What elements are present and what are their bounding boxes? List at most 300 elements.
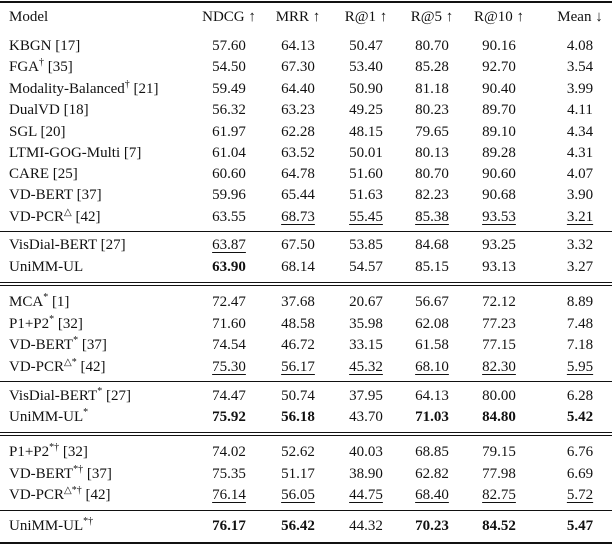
model-name: UniMM-UL [9, 518, 84, 534]
citation: [1] [51, 294, 70, 310]
r10-cell [464, 357, 534, 378]
r10-value: 89.10 [482, 124, 516, 140]
r1-cell [331, 292, 401, 313]
mrr-cell [263, 79, 333, 100]
r5-cell [397, 36, 467, 57]
r1-value: 20.67 [349, 294, 383, 310]
model-name: VD-PCR [9, 209, 65, 225]
r5-cell [397, 235, 467, 256]
mean-cell [545, 464, 612, 485]
ndcg-cell [194, 79, 264, 100]
ndcg-cell [194, 122, 264, 143]
ndcg-cell [194, 292, 264, 313]
r5-value: 85.38 [415, 209, 449, 225]
mean-value: 6.76 [566, 444, 594, 460]
mrr-cell [263, 164, 333, 185]
citation: [17] [55, 38, 81, 54]
r10-value: 82.75 [482, 487, 516, 503]
r1-value: 50.90 [349, 81, 383, 97]
r1-cell [331, 357, 401, 378]
model-name-cell [9, 143, 141, 164]
model-name-cell [9, 386, 131, 407]
r5-cell [397, 407, 467, 428]
mean-cell [545, 143, 612, 164]
r1-value: 54.57 [349, 259, 383, 275]
mean-value: 5.95 [566, 359, 594, 375]
top-rule [0, 1, 612, 3]
mean-value: 5.42 [566, 409, 594, 425]
model-name-cell [9, 464, 112, 485]
mrr-value: 62.28 [281, 124, 315, 140]
model-name: KBGN [9, 38, 52, 54]
model-name-cell [9, 207, 100, 228]
model-name-cell [9, 36, 80, 57]
mrr-cell [263, 314, 333, 335]
mean-cell [545, 357, 612, 378]
model-name: VD-PCR [9, 359, 65, 375]
r1-value: 45.32 [349, 359, 383, 375]
citation: [42] [80, 359, 106, 375]
r1-value: 40.03 [349, 444, 383, 460]
table-row [0, 335, 612, 356]
model-name: VD-BERT [9, 187, 73, 203]
ndcg-value: 56.32 [212, 102, 246, 118]
ndcg-value: 61.04 [212, 145, 246, 161]
mean-cell [545, 314, 612, 335]
r5-value: 71.03 [415, 409, 449, 425]
model-name: CARE [9, 166, 50, 182]
r10-cell [464, 185, 534, 206]
mrr-value: 64.13 [281, 38, 315, 54]
mrr-cell [263, 442, 333, 463]
r10-cell [464, 335, 534, 356]
ndcg-cell [194, 164, 264, 185]
r5-value: 80.13 [415, 145, 449, 161]
r10-value: 90.16 [482, 38, 516, 54]
r1-cell [331, 79, 401, 100]
mean-cell [545, 207, 612, 228]
r10-cell [464, 516, 534, 537]
mean-value: 4.08 [566, 38, 594, 54]
mrr-cell [263, 207, 333, 228]
model-superscript: *† [73, 464, 84, 475]
mrr-cell [263, 257, 333, 278]
model-superscript: † [39, 57, 45, 68]
model-name: VisDial-BERT [9, 388, 98, 404]
mrr-value: 63.23 [281, 102, 315, 118]
model-name-cell [9, 314, 83, 335]
table-row [0, 442, 612, 463]
ndcg-value: 63.90 [212, 259, 246, 275]
table-rule [0, 381, 612, 382]
r5-value: 68.40 [415, 487, 449, 503]
r10-value: 89.70 [482, 102, 516, 118]
ndcg-value: 75.30 [212, 359, 246, 375]
r1-cell [331, 207, 401, 228]
r10-value: 77.98 [482, 466, 516, 482]
table-row [0, 122, 612, 143]
ndcg-cell [194, 386, 264, 407]
model-superscript: △*† [64, 485, 82, 496]
r10-value: 92.70 [482, 59, 516, 75]
table-rule [0, 285, 612, 286]
table-row [0, 386, 612, 407]
model-name-cell [9, 122, 66, 143]
r1-value: 33.15 [349, 337, 383, 353]
r5-cell [397, 516, 467, 537]
citation: [32] [62, 444, 88, 460]
citation: [25] [52, 166, 78, 182]
mean-value: 4.07 [566, 166, 594, 182]
table-row [0, 79, 612, 100]
ndcg-cell [194, 464, 264, 485]
ndcg-value: 72.47 [212, 294, 246, 310]
r1-value: 35.98 [349, 316, 383, 332]
r1-value: 51.60 [349, 166, 383, 182]
r5-cell [397, 185, 467, 206]
r10-cell [464, 407, 534, 428]
mean-value: 4.34 [566, 124, 594, 140]
mrr-value: 56.17 [281, 359, 315, 375]
r5-value: 79.65 [415, 124, 449, 140]
r10-cell [464, 143, 534, 164]
table-row [0, 143, 612, 164]
mean-cell [545, 442, 612, 463]
r10-value: 82.30 [482, 359, 516, 375]
r5-cell [397, 100, 467, 121]
r10-cell [464, 386, 534, 407]
r10-value: 90.40 [482, 81, 516, 97]
r1-value: 43.70 [349, 409, 383, 425]
table-row [0, 57, 612, 78]
model-name-cell [9, 100, 89, 121]
ndcg-cell [194, 235, 264, 256]
citation: [42] [85, 487, 111, 503]
r5-value: 84.68 [415, 237, 449, 253]
r10-cell [464, 36, 534, 57]
r1-cell [331, 36, 401, 57]
mrr-value: 46.72 [281, 337, 315, 353]
r10-cell [464, 122, 534, 143]
mrr-value: 52.62 [281, 444, 315, 460]
model-name-cell [9, 235, 126, 256]
ndcg-value: 61.97 [212, 124, 246, 140]
ndcg-cell [194, 257, 264, 278]
mean-value: 5.72 [566, 487, 594, 503]
mean-value: 4.31 [566, 145, 594, 161]
table-row [0, 207, 612, 228]
mean-cell [545, 122, 612, 143]
mean-cell [545, 386, 612, 407]
r1-cell [331, 100, 401, 121]
r10-value: 79.15 [482, 444, 516, 460]
citation: [37] [81, 337, 107, 353]
mrr-value: 64.78 [281, 166, 315, 182]
r5-cell [397, 164, 467, 185]
model-name: DualVD [9, 102, 60, 118]
r5-value: 68.85 [415, 444, 449, 460]
header-mean: Mean ↓ [557, 9, 603, 25]
mean-value: 3.99 [566, 81, 594, 97]
model-name-cell [9, 335, 107, 356]
model-name: Modality-Balanced [9, 81, 125, 97]
ndcg-cell [194, 485, 264, 506]
model-superscript: * [49, 314, 55, 325]
mrr-value: 50.74 [281, 388, 315, 404]
r1-cell [331, 516, 401, 537]
model-superscript: *† [83, 516, 94, 527]
ndcg-value: 59.49 [212, 81, 246, 97]
table-row [0, 257, 612, 278]
r1-value: 37.95 [349, 388, 383, 404]
ndcg-cell [194, 516, 264, 537]
r5-value: 80.70 [415, 166, 449, 182]
ndcg-cell [194, 357, 264, 378]
table-rule [0, 435, 612, 436]
model-name: VD-BERT [9, 466, 74, 482]
r1-cell [331, 386, 401, 407]
r5-value: 82.23 [415, 187, 449, 203]
r5-value: 85.15 [415, 259, 449, 275]
mrr-value: 48.58 [281, 316, 315, 332]
model-name-cell [9, 407, 88, 428]
mrr-cell [263, 235, 333, 256]
table-rule [0, 432, 612, 433]
r1-value: 53.40 [349, 59, 383, 75]
r5-cell [397, 143, 467, 164]
header-r5: R@5 ↑ [410, 9, 454, 25]
model-name: LTMI-GOG-Multi [9, 145, 121, 161]
mean-cell [545, 100, 612, 121]
citation: [35] [47, 59, 73, 75]
table-rule [0, 542, 612, 544]
mean-value: 3.27 [566, 259, 594, 275]
r1-cell [331, 122, 401, 143]
r1-value: 50.47 [349, 38, 383, 54]
citation: [7] [123, 145, 142, 161]
r10-value: 90.60 [482, 166, 516, 182]
r1-value: 53.85 [349, 237, 383, 253]
r5-cell [397, 292, 467, 313]
r10-value: 89.28 [482, 145, 516, 161]
citation: [18] [63, 102, 89, 118]
r5-value: 62.08 [415, 316, 449, 332]
mrr-value: 68.14 [281, 259, 315, 275]
model-name-cell [9, 485, 110, 506]
mean-cell [545, 335, 612, 356]
r5-value: 56.67 [415, 294, 449, 310]
r5-value: 85.28 [415, 59, 449, 75]
r1-cell [331, 143, 401, 164]
r10-cell [464, 442, 534, 463]
model-name-cell [9, 164, 78, 185]
r10-value: 72.12 [482, 294, 516, 310]
ndcg-cell [194, 442, 264, 463]
model-name: MCA [9, 294, 44, 310]
r1-cell [331, 335, 401, 356]
ndcg-cell [194, 100, 264, 121]
table-row [0, 357, 612, 378]
ndcg-cell [194, 143, 264, 164]
r5-cell [397, 386, 467, 407]
r10-value: 77.15 [482, 337, 516, 353]
r10-cell [464, 292, 534, 313]
r10-value: 90.68 [482, 187, 516, 203]
citation: [27] [105, 388, 131, 404]
mrr-cell [263, 335, 333, 356]
table-row [0, 235, 612, 256]
ndcg-value: 76.17 [212, 518, 246, 534]
r10-value: 80.00 [482, 388, 516, 404]
ndcg-cell [194, 185, 264, 206]
mean-cell [545, 407, 612, 428]
table-row [0, 185, 612, 206]
mean-cell [545, 235, 612, 256]
r5-value: 81.18 [415, 81, 449, 97]
r1-value: 44.32 [349, 518, 383, 534]
r10-value: 93.53 [482, 209, 516, 225]
r5-cell [397, 79, 467, 100]
citation: [32] [57, 316, 83, 332]
table-row [0, 164, 612, 185]
citation: [21] [133, 81, 159, 97]
r5-value: 62.82 [415, 466, 449, 482]
r5-value: 64.13 [415, 388, 449, 404]
r1-cell [331, 485, 401, 506]
mrr-value: 68.73 [281, 209, 315, 225]
table-row [0, 314, 612, 335]
mean-cell [545, 257, 612, 278]
header-row [0, 7, 612, 28]
citation: [37] [76, 187, 102, 203]
r10-cell [464, 100, 534, 121]
r5-value: 80.23 [415, 102, 449, 118]
mrr-cell [263, 185, 333, 206]
mrr-cell [263, 386, 333, 407]
r1-value: 38.90 [349, 466, 383, 482]
r5-value: 61.58 [415, 337, 449, 353]
r10-value: 93.25 [482, 237, 516, 253]
mean-value: 6.28 [566, 388, 594, 404]
r10-cell [464, 464, 534, 485]
r10-cell [464, 485, 534, 506]
table-rule [0, 282, 612, 283]
r5-cell [397, 335, 467, 356]
r10-value: 77.23 [482, 316, 516, 332]
r5-cell [397, 314, 467, 335]
r5-value: 68.10 [415, 359, 449, 375]
ndcg-value: 60.60 [212, 166, 246, 182]
ndcg-value: 59.96 [212, 187, 246, 203]
ndcg-value: 71.60 [212, 316, 246, 332]
mean-cell [545, 292, 612, 313]
table-rule [0, 510, 612, 511]
r1-cell [331, 235, 401, 256]
model-name-cell [9, 79, 159, 100]
ndcg-value: 63.87 [212, 237, 246, 253]
mrr-value: 56.05 [281, 487, 315, 503]
mrr-cell [263, 485, 333, 506]
citation: [27] [100, 237, 126, 253]
mrr-value: 65.44 [281, 187, 315, 203]
r1-cell [331, 257, 401, 278]
header-r1: R@1 ↑ [344, 9, 388, 25]
model-name-cell [9, 292, 69, 313]
mrr-cell [263, 36, 333, 57]
mean-cell [545, 36, 612, 57]
model-name: VD-PCR [9, 487, 65, 503]
model-name: UniMM-UL [9, 259, 84, 275]
citation: [20] [40, 124, 66, 140]
model-name-cell [9, 516, 93, 537]
ndcg-value: 74.54 [212, 337, 246, 353]
r1-value: 44.75 [349, 487, 383, 503]
model-superscript: * [43, 292, 49, 303]
model-superscript: † [124, 79, 130, 90]
mrr-cell [263, 407, 333, 428]
header-mrr: MRR ↑ [275, 9, 321, 25]
table-row [0, 100, 612, 121]
mean-value: 7.48 [566, 316, 594, 332]
r5-cell [397, 485, 467, 506]
model-name-cell [9, 57, 73, 78]
table-row [0, 516, 612, 537]
r1-value: 48.15 [349, 124, 383, 140]
r1-cell [331, 464, 401, 485]
mean-value: 8.89 [566, 294, 594, 310]
mrr-value: 56.42 [281, 518, 315, 534]
ndcg-cell [194, 207, 264, 228]
r1-cell [331, 314, 401, 335]
r5-cell [397, 207, 467, 228]
mrr-cell [263, 57, 333, 78]
mean-value: 3.54 [566, 59, 594, 75]
ndcg-cell [194, 335, 264, 356]
mrr-cell [263, 143, 333, 164]
ndcg-value: 74.02 [212, 444, 246, 460]
r10-cell [464, 57, 534, 78]
model-name-cell [9, 357, 105, 378]
table-row [0, 407, 612, 428]
ndcg-cell [194, 57, 264, 78]
model-name: FGA [9, 59, 40, 75]
model-superscript: * [83, 407, 89, 418]
mean-value: 3.21 [566, 209, 594, 225]
header-model: Model [9, 9, 49, 25]
mrr-value: 67.50 [281, 237, 315, 253]
r10-cell [464, 235, 534, 256]
model-superscript: △* [64, 357, 77, 368]
mrr-cell [263, 516, 333, 537]
r1-value: 50.01 [349, 145, 383, 161]
mean-value: 7.18 [566, 337, 594, 353]
mrr-value: 64.40 [281, 81, 315, 97]
table-row [0, 485, 612, 506]
model-name: UniMM-UL [9, 409, 84, 425]
r1-cell [331, 57, 401, 78]
mean-value: 6.69 [566, 466, 594, 482]
mean-value: 3.90 [566, 187, 594, 203]
citation: [37] [86, 466, 112, 482]
model-name-cell [9, 185, 102, 206]
mrr-value: 67.30 [281, 59, 315, 75]
table-row [0, 36, 612, 57]
mrr-value: 51.17 [281, 466, 315, 482]
model-superscript: *† [49, 442, 60, 453]
mean-cell [545, 516, 612, 537]
r10-value: 93.13 [482, 259, 516, 275]
r5-cell [397, 357, 467, 378]
